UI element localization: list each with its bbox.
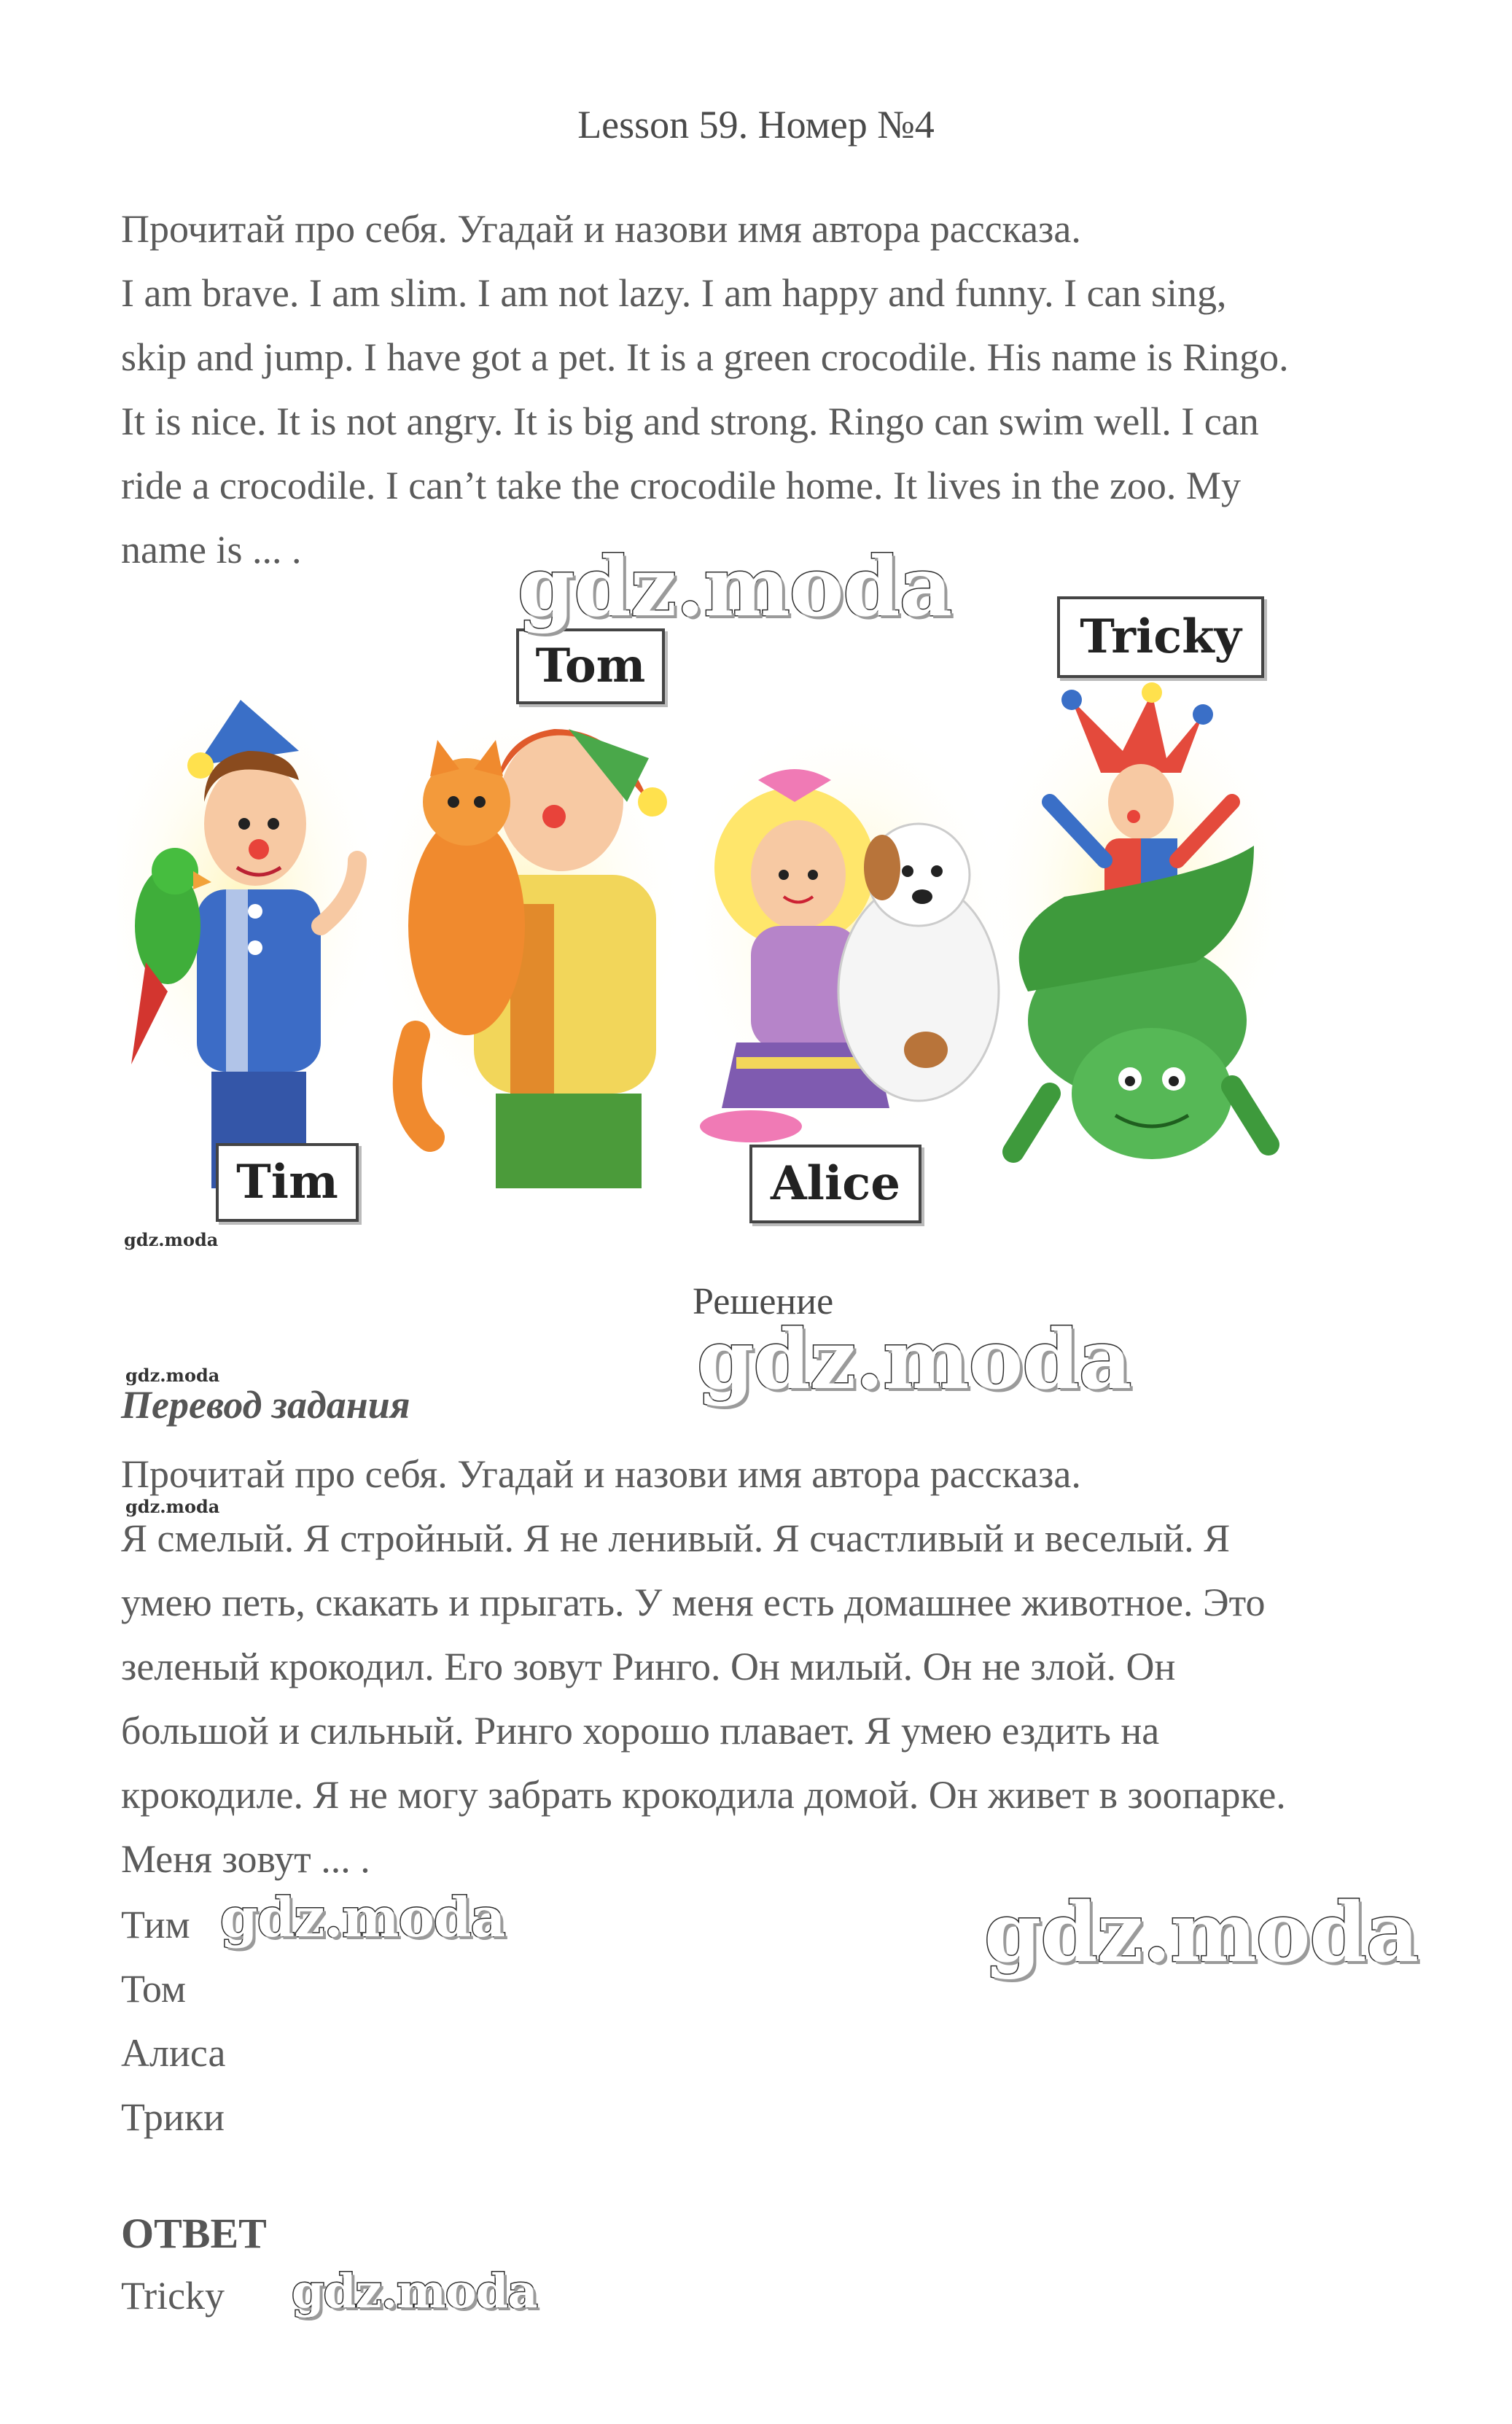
translation-text [121,1442,1433,1891]
watermark: gdz.moda [292,2264,537,2319]
label-tricky: Tricky [1057,596,1264,678]
task-line: ride a crocodile. I can’t take the crocodile home. It lives in the zoo. My [121,464,1241,507]
translation-line: зеленый крокодил. Его зовут Ринго. Он милый. Он не злой. Он [121,1645,1176,1688]
translation-line: крокодиле. Я не могу забрать крокодила домой. Он живет в зоопарке. [121,1773,1286,1817]
watermark: gdz.moda [984,1885,1419,1981]
watermark-small: gdz.moda [125,1496,220,1517]
watermark-small: gdz.moda [125,1365,220,1386]
solution-heading: Решение [693,1281,834,1322]
translation-line: Меня зовут ... . [121,1837,370,1881]
watermark: gdz.moda [697,1312,1131,1408]
name-item: Трики [121,2095,225,2139]
name-item: Алиса [121,2031,226,2075]
answer-heading: ОТВЕТ [121,2210,267,2257]
label-tom: Tom [516,628,665,704]
name-item: Том [121,1967,187,2011]
watermark: gdz.moda [518,539,952,635]
task-line: skip and jump. I have got a pet. It is a green crocodile. His name is Ringo. [121,335,1289,379]
label-alice: Alice [749,1145,921,1223]
answer-value: Tricky [121,2274,225,2318]
watermark: gdz.moda [220,1887,505,1949]
task-line: name is ... . [121,528,302,572]
translation-line: большой и сильный. Ринго хорошо плавает. Я умею ездить на [121,1709,1160,1753]
names-list [121,1893,1433,2149]
task-line: It is nice. It is not angry. It is big and strong. Ringo can swim well. I can [121,400,1259,443]
page-title: Lesson 59. Номер №4 [577,103,935,147]
tom-figure [408,729,667,1188]
label-tim: Tim [216,1143,359,1222]
watermark-small: gdz.moda [124,1229,219,1250]
translation-line: Я смелый. Я стройный. Я не ленивый. Я счастливый и веселый. Я [121,1516,1231,1560]
name-item: Тим [121,1903,190,1946]
characters-illustration-art [117,583,1298,1225]
translation-heading: Перевод задания [121,1383,410,1427]
task-text [121,197,1433,582]
translation-line: умею петь, скакать и прыгать. У меня есть домашнее животное. Это [121,1581,1266,1624]
translation-line: Прочитай про себя. Угадай и назови имя автора рассказа. [121,1452,1081,1496]
task-line: I am brave. I am slim. I am not lazy. I am happy and funny. I can sing, [121,271,1227,315]
characters-illustration [117,583,1298,1225]
task-line: Прочитай про себя. Угадай и назови имя автора рассказа. [121,207,1081,251]
